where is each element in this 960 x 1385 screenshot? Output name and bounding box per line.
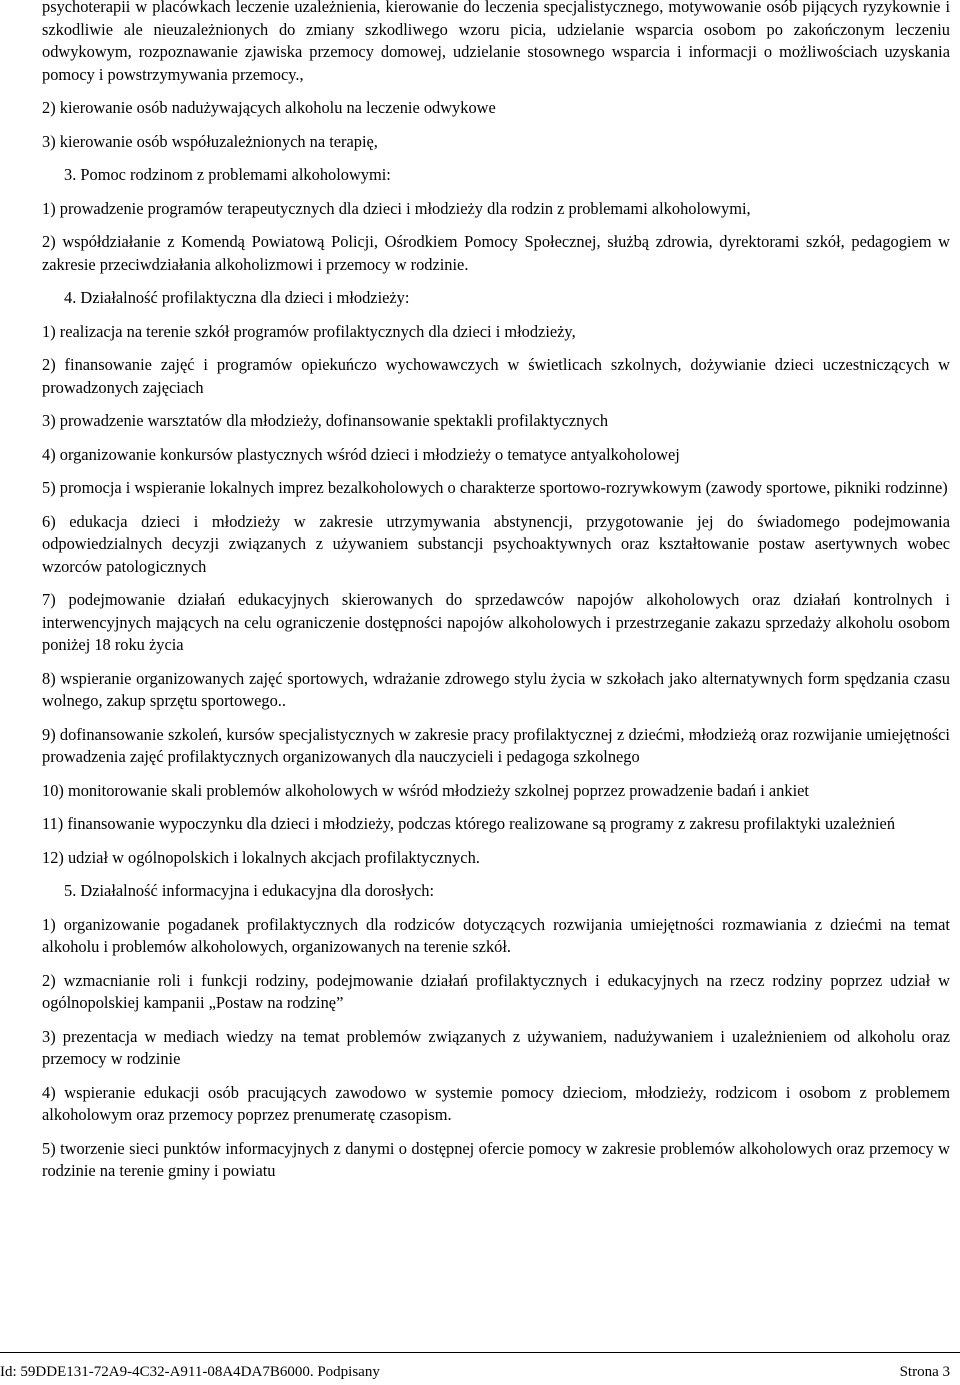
list-item: 2) kierowanie osób nadużywających alkoholu na leczenie odwykowe: [42, 98, 496, 117]
section-heading: 5. Działalność informacyjna i edukacyjna dla dorosłych:: [64, 881, 435, 900]
intro-paragraph: psychoterapii w placówkach leczenie uzależnienia, kierowanie do leczenia specjalistycznego, motywowanie osób pijących ryzykownie i szkodliwie ale nieuzależnionych do zmiany szkodliwego wzoru picia, udzielanie wsparcia osobom po zakończonym leczeniu odwykowym, rozpoznawanie zjawiska przemocy domowej, udzielanie stosownego wsparcia i informacji o możliwościach uzyskania pomocy i powstrzymywania przemocy.,: [42, 0, 950, 84]
list-item: 10) monitorowanie skali problemów alkoholowych w wśród młodzieży szkolnej poprzez prowadzenie badań i ankiet: [42, 780, 809, 800]
list-item: 1) realizacja na terenie szkół programów profilaktycznych dla dzieci i młodzieży,: [42, 321, 576, 341]
list-item: 2) finansowanie zajęć i programów opiekuńczo wychowawczych w świetlicach szkolnych, dożywianie dzieci uczestniczących w prowadzonych zajęciach: [42, 355, 950, 397]
list-item: 8) wspieranie organizowanych zajęć sportowych, wdrażanie zdrowego stylu życia w szkołach jako alternatywnych form spędzania czasu wolnego, zakup sprzętu sportowego..: [42, 668, 950, 710]
document-page: [42, 0, 950, 1194]
list-item: 12) udział w ogólnopolskich i lokalnych akcjach profilaktycznych.: [42, 847, 480, 867]
list-item: 4) wspieranie edukacji osób pracujących zawodowo w systemie pomocy dzieciom, młodzieży, rodzicom i osobom z problemem alkoholowym oraz przemocy poprzez prenumeratę czasopism.: [42, 1082, 950, 1124]
list-item: 2) wzmacnianie roli i funkcji rodziny, podejmowanie działań profilaktycznych i edukacyjnych na rzecz rodziny poprzez udział w ogólnopolskiej kampanii „Postaw na rodzinę”: [42, 970, 950, 1012]
list-item: 5) promocja i wspieranie lokalnych imprez bezalkoholowych o charakterze sportowo-rozrywkowym (zawody sportowe, pikniki rodzinne): [42, 478, 948, 497]
list-item: 4) organizowanie konkursów plastycznych wśród dzieci i młodzieży o tematyce antyalkoholowej: [42, 444, 680, 464]
list-item: 9) dofinansowanie szkoleń, kursów specjalistycznych w zakresie pracy profilaktycznej z dziećmi, młodzieżą oraz rozwijanie umiejętności prowadzenia zajęć profilaktycznych organizowanych dla nauczycieli i pedagoga szkolnego: [42, 724, 950, 766]
list-item: 1) prowadzenie programów terapeutycznych dla dzieci i młodzieży dla rodzin z problemami alkoholowymi,: [42, 198, 751, 218]
list-item: 3) kierowanie osób współuzależnionych na terapię,: [42, 131, 378, 151]
section-heading: 3. Pomoc rodzinom z problemami alkoholowymi:: [64, 165, 391, 184]
list-item: 1) organizowanie pogadanek profilaktycznych dla rodziców dotyczących rozwijania umiejętności rozmawiania z dziećmi na temat alkoholu i problemów alkoholowych, organizowanych na terenie szkół.: [42, 914, 950, 956]
document-id: Id: 59DDE131-72A9-4C32-A911-08A4DA7B6000. Podpisany: [0, 1364, 380, 1380]
page-footer: [0, 1352, 960, 1385]
list-item: 5) tworzenie sieci punktów informacyjnych z danymi o dostępnej ofercie pomocy w zakresie problemów alkoholowych oraz przemocy w rodzinie na terenie gminy i powiatu: [42, 1138, 950, 1180]
list-item: 7) podejmowanie działań edukacyjnych skierowanych do sprzedawców napojów alkoholowych oraz działań kontrolnych i interwencyjnych mających na celu ograniczenie dostępności napojów alkoholowych i przestrzeganie zakazu sprzedaży alkoholu osobom poniżej 18 roku życia: [42, 590, 950, 654]
list-item: 2) współdziałanie z Komendą Powiatową Policji, Ośrodkiem Pomocy Społecznej, służbą zdrowia, dyrektorami szkół, pedagogiem w zakresie przeciwdziałania alkoholizmowi i przemocy w rodzinie.: [42, 232, 950, 274]
list-item: 6) edukacja dzieci i młodzieży w zakresie utrzymywania abstynencji, przygotowanie jej do świadomego podejmowania odpowiedzialnych decyzji związanych z używaniem substancji psychoaktywnych oraz kształtowanie postaw asertywnych wobec wzorców patologicznych: [42, 511, 950, 576]
list-item: 3) prezentacja w mediach wiedzy na temat problemów związanych z używaniem, nadużywaniem i uzależnieniem od alkoholu oraz przemocy w rodzinie: [42, 1026, 950, 1068]
list-item: 3) prowadzenie warsztatów dla młodzieży, dofinansowanie spektakli profilaktycznych: [42, 411, 609, 430]
page-number: Strona 3: [899, 1364, 950, 1380]
section-heading: 4. Działalność profilaktyczna dla dzieci i młodzieży:: [64, 288, 410, 307]
list-item: 11) finansowanie wypoczynku dla dzieci i młodzieży, podczas którego realizowane są programy z zakresu profilaktyki uzależnień: [42, 814, 896, 833]
